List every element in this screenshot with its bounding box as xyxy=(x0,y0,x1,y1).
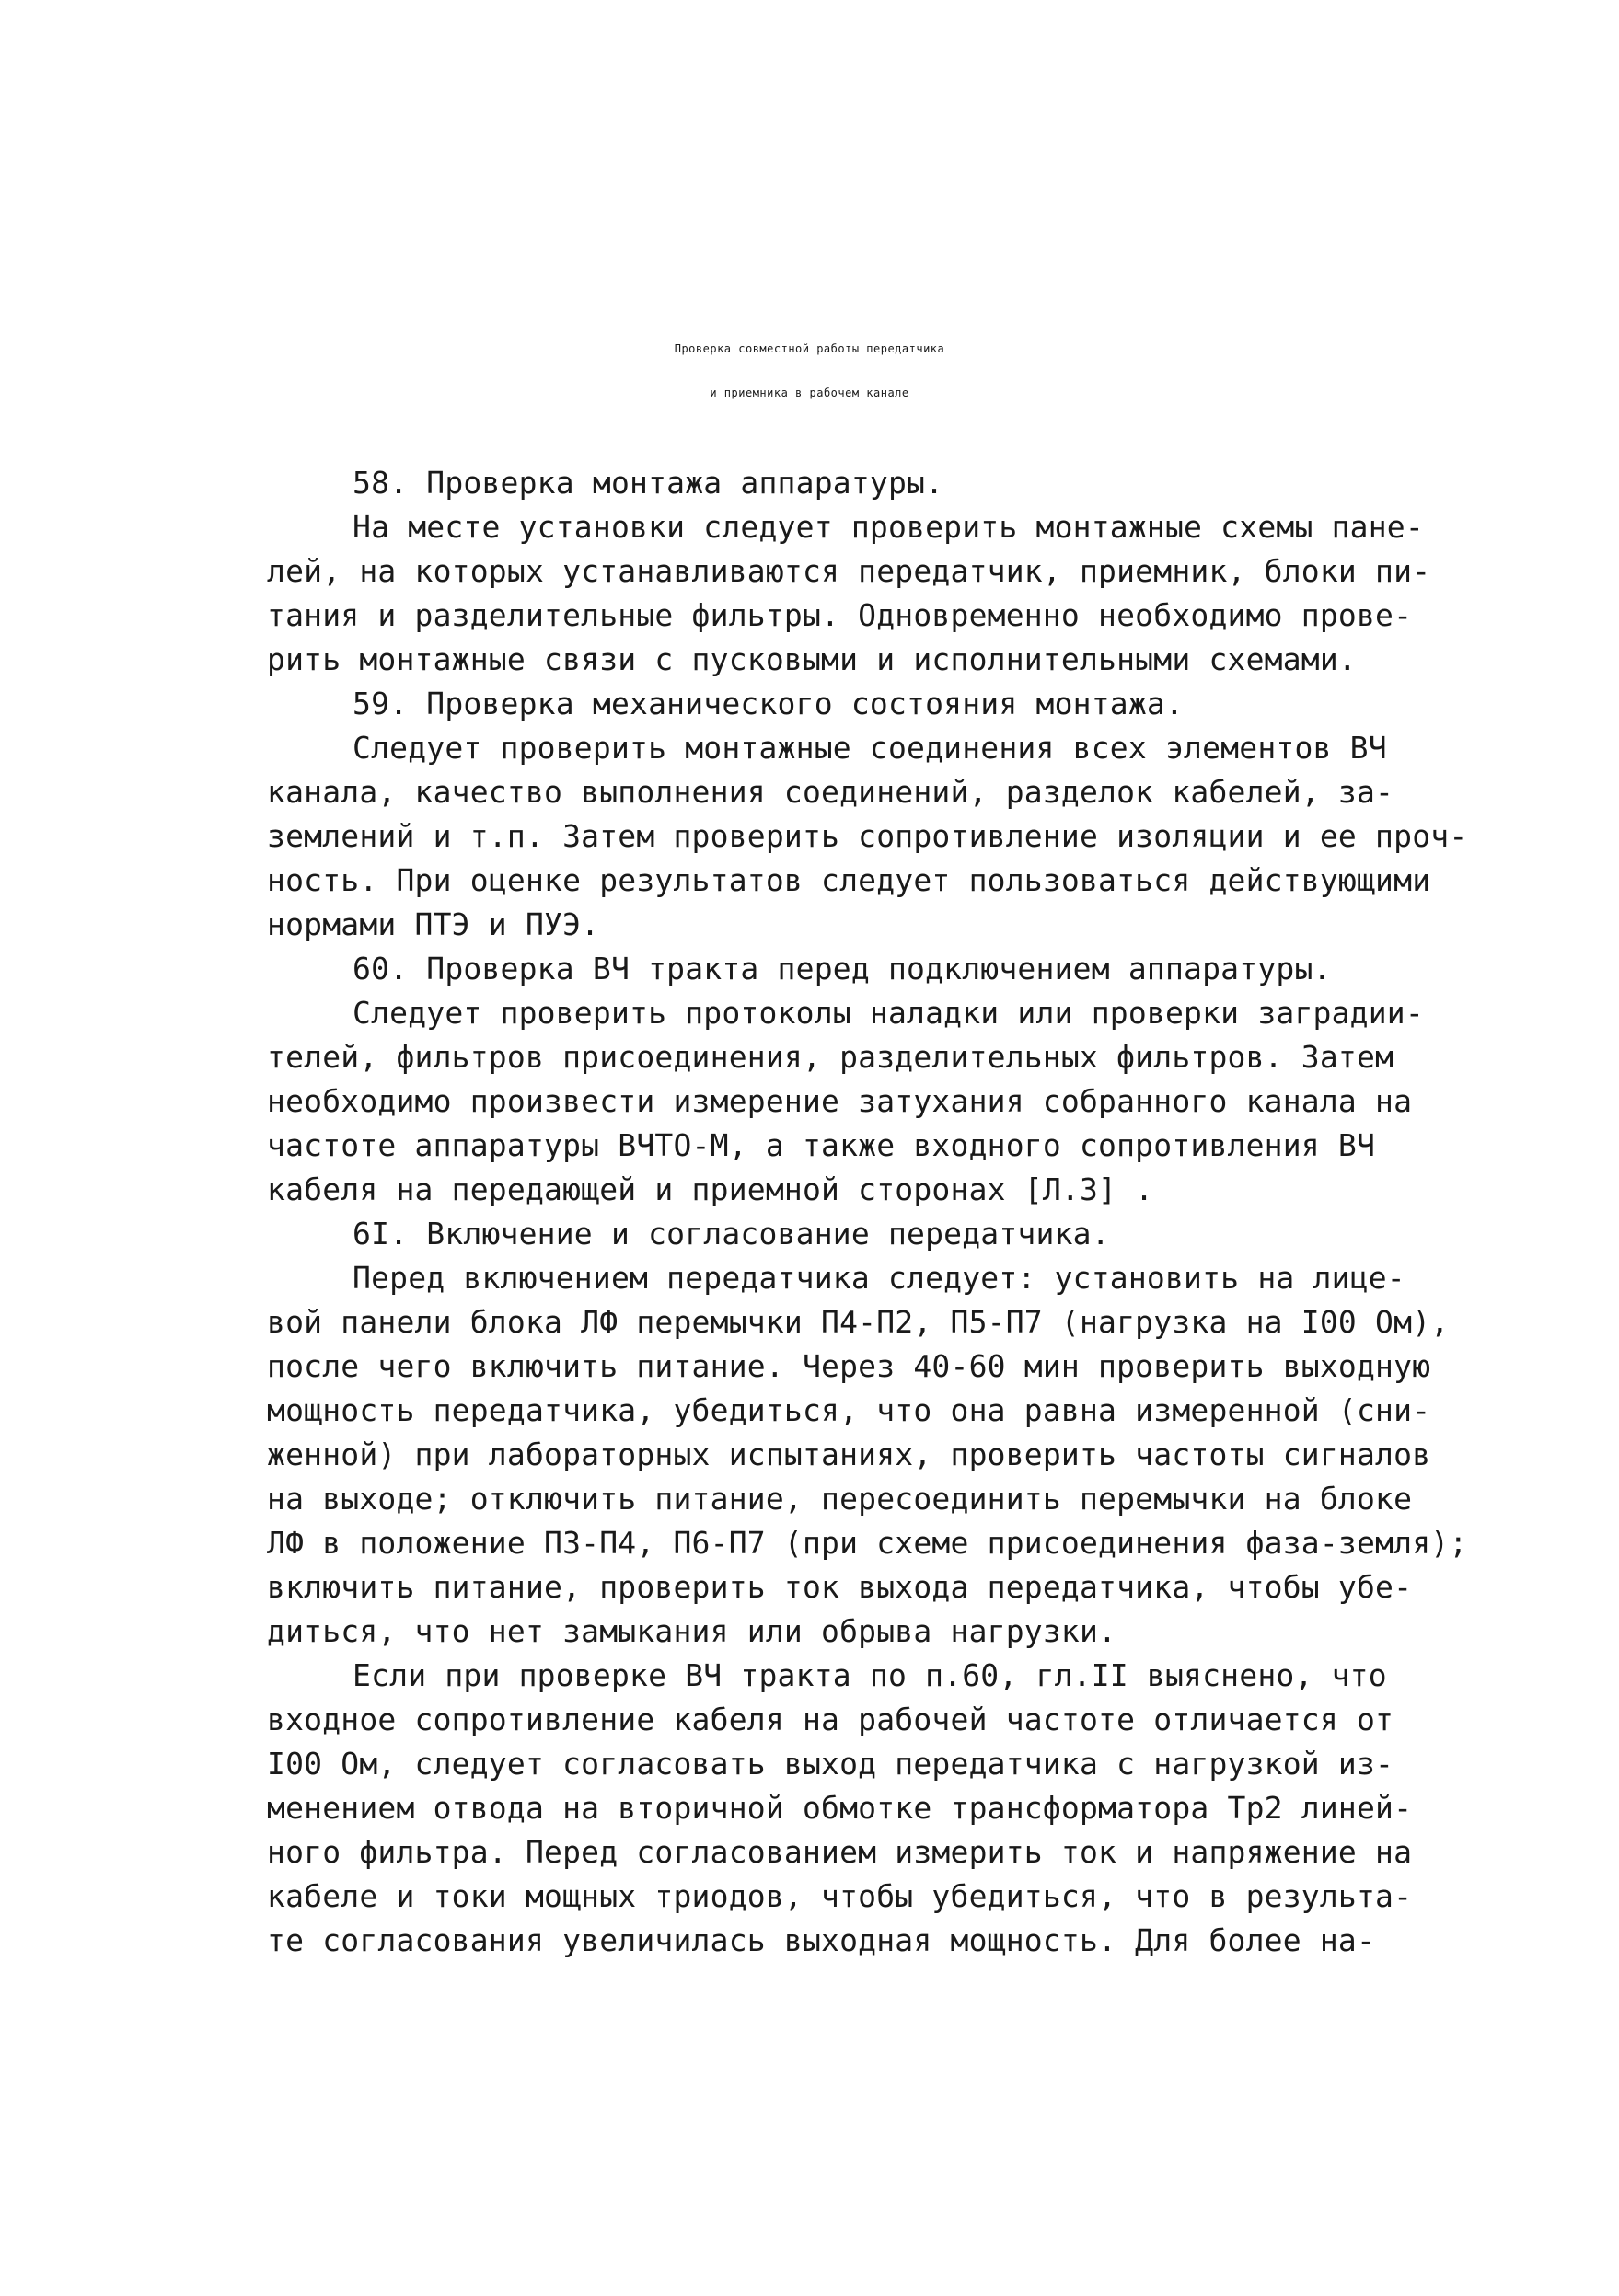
text-line: мощность передатчика, убедиться, что она равна измеренной (сни- xyxy=(267,1392,1431,1428)
text-line: необходимо произвести измерение затухания собранного канала на xyxy=(267,1083,1413,1119)
text-line: нормами ПТЭ и ПУЭ. xyxy=(267,906,600,942)
text-line: женной) при лабораторных испытаниях, проверить частоты сигналов xyxy=(267,1436,1431,1472)
text-line: На месте установки следует проверить монтажные схемы пане- xyxy=(353,509,1424,545)
text-line: кабеля на передающей и приемной сторонах [Л.3] . xyxy=(267,1171,1154,1207)
section-heading-line-2: и приемника в рабочем канале xyxy=(710,387,909,399)
text-line: частоте аппаратуры ВЧТО-М, а также входного сопротивления ВЧ xyxy=(267,1127,1376,1163)
text-line: Если при проверке ВЧ тракта по п.60, гл.II выяснено, что xyxy=(353,1657,1387,1693)
text-line: ного фильтра. Перед согласованием измерить ток и напряжение на xyxy=(267,1834,1413,1870)
text-line: канала, качество выполнения соединений, разделок кабелей, за- xyxy=(267,774,1394,810)
text-line: те согласования увеличилась выходная мощность. Для более на- xyxy=(267,1922,1376,1958)
text-line: входное сопротивление кабеля на рабочей частоте отличается от xyxy=(267,1702,1394,1737)
text-line: на выходе; отключить питание, пересоединить перемычки на блоке xyxy=(267,1481,1413,1517)
item-60-heading: 60. Проверка ВЧ тракта перед подключением аппаратуры. xyxy=(353,951,1332,986)
text-line: телей, фильтров присоединения, разделительных фильтров. Затем xyxy=(267,1039,1394,1075)
text-line: кабеле и токи мощных триодов, чтобы убедиться, что в результа- xyxy=(267,1878,1413,1914)
item-58-heading: 58. Проверка монтажа аппаратуры. xyxy=(353,465,944,501)
item-61-heading: 6I. Включение и согласование передатчика. xyxy=(353,1216,1110,1252)
text-line: ность. При оценке результатов следует пользоваться действующими xyxy=(267,862,1431,898)
text-line: рить монтажные связи с пусковыми и исполнительными схемами. xyxy=(267,641,1357,677)
text-line: Следует проверить монтажные соединения всех элементов ВЧ xyxy=(353,730,1387,766)
text-line: ЛФ в положение П3-П4, П6-П7 (при схеме присоединения фаза-земля); xyxy=(267,1525,1468,1561)
text-line: землений и т.п. Затем проверить сопротивление изоляции и ее проч- xyxy=(267,818,1468,854)
text-line: тания и разделительные фильтры. Одновременно необходимо прове- xyxy=(267,597,1413,633)
section-heading-line-1: Проверка совместной работы передатчика xyxy=(674,342,945,355)
text-line: Следует проверить протоколы наладки или проверки заградии- xyxy=(353,995,1424,1031)
text-line: диться, что нет замыкания или обрыва нагрузки. xyxy=(267,1613,1117,1649)
item-59-heading: 59. Проверка механического состояния монтажа. xyxy=(353,686,1185,721)
text-line: I00 Ом, следует согласовать выход передатчика с нагрузкой из- xyxy=(267,1746,1394,1782)
text-line: после чего включить питание. Через 40-60 мин проверить выходную xyxy=(267,1348,1431,1384)
text-line: менением отвода на вторичной обмотке трансформатора Тр2 линей- xyxy=(267,1790,1413,1826)
text-line: включить питание, проверить ток выхода передатчика, чтобы убе- xyxy=(267,1569,1413,1605)
text-line: Перед включением передатчика следует: установить на лице- xyxy=(353,1260,1405,1296)
text-line: лей, на которых устанавливаются передатчик, приемник, блоки пи- xyxy=(267,553,1431,589)
text-line: вой панели блока ЛФ перемычки П4-П2, П5-П7 (нагрузка на I00 Ом), xyxy=(267,1304,1450,1340)
